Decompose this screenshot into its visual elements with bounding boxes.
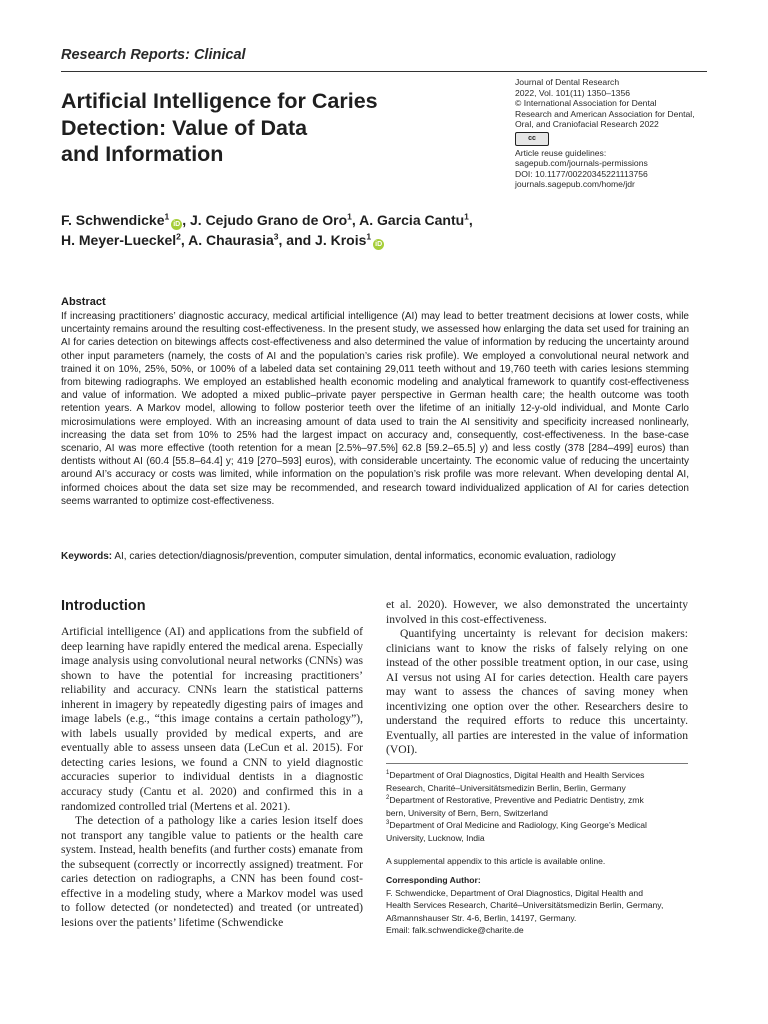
doi[interactable]: DOI: 10.1177/00220345221113756 — [515, 168, 648, 179]
header-rule — [61, 71, 707, 72]
journal-link[interactable]: journals.sagepub.com/home/jdr — [515, 179, 635, 189]
author-affil-sup: 2 — [176, 231, 181, 242]
corresponding-line: Aßmannshauser Str. 4-6, Berlin, 14197, Germany. — [386, 912, 577, 923]
body-paragraph: Quantifying uncertainty is relevant for decision makers: clinicians want to know the risks of falsely relying on one instead of the other possible treatment option, in our case, using AI versus not using AI for caries detection. Health care payers may want to assess the chances of saving money when incentivizing one option over the other. Researchers desire to understand the required efforts to reduce this uncertainty. Eventually, all parties are interested in the value of information (VOI). — [386, 627, 688, 757]
body-paragraph: Artificial intelligence (AI) and applications from the subfield of deep learning have rapidly entered the medical arena. Especially image analysis using convolutional neural networks (CNNs) was shown to have the potential for increasing practitioners’ reliability and accuracy. CNNs learn the statistical patterns inherent in imagery by repeatedly digesting pairs of images and image labels (e.g., “this image contains a certain pathology”), with labels usually provided by medical experts, and are eventually able to assess unseen data (LeCun et al. 2015). For detecting caries lesions, we found a CNN to yield diagnostic accuracies superior to individual dentists in a diagnostic accuracy study (Cantu et al. 2020) and confirmed this in a randomized controlled trial (Mertens et al. 2021). — [61, 625, 363, 813]
author-affil-sup: 1 — [164, 211, 170, 222]
title-line: Detection: Value of Data — [61, 115, 308, 140]
corresponding-heading: Corresponding Author: — [386, 875, 481, 885]
copyright-line: Oral, and Craniofacial Research 2022 — [515, 119, 659, 129]
affiliation — [386, 769, 688, 782]
orcid-icon[interactable]: iD — [375, 241, 383, 248]
body-paragraph: The detection of a pathology like a caries lesion itself does not transport any tangible value to patients or the health care system. Instead, health benefits (and further costs) emanate from the subsequent (correctly or incorrectly assigned) treatment. For caries detection on radiographs, a CNN has been found cost-effective in a modeling study, where a Markov model was used to follow detected (or nondetected) and treated (or untreated) lesions over the patients’ lifetime (Schwendicke — [61, 814, 363, 929]
affiliation-num: 3 — [386, 820, 390, 827]
author-name: , A. Chaurasia — [180, 232, 274, 248]
footnote-rule — [386, 763, 688, 764]
title-line: and Information — [61, 142, 224, 166]
affiliation — [386, 819, 688, 832]
copyright-line: Research and American Association for Dental, — [515, 108, 695, 119]
affiliation-line: Department of Restorative, Preventive and Pediatric Dentistry, zmk — [389, 795, 644, 806]
affiliation-num: 2 — [386, 795, 390, 802]
author-name: H. Meyer-Lueckel — [61, 232, 177, 248]
affiliations — [386, 769, 688, 845]
author-line — [61, 210, 721, 230]
supplement-note: A supplemental appendix to this article is available online. — [386, 856, 606, 866]
affiliation — [386, 794, 688, 807]
abstract-heading: Abstract — [61, 296, 106, 308]
corresponding-email[interactable]: Email: falk.schwendicke@charite.de — [386, 925, 524, 936]
affiliation-line: Department of Oral Medicine and Radiology, King George’s Medical — [389, 820, 647, 831]
affiliation-line: bern, University of Bern, Bern, Switzerland — [386, 807, 548, 818]
author-line — [61, 230, 721, 250]
journal-name: Journal of Dental Research — [515, 77, 620, 87]
author-name: , J. Cejudo Grano de Oro — [182, 212, 348, 228]
cc-license-icon[interactable]: cc — [515, 130, 715, 148]
author-name: F. Schwendicke — [61, 212, 165, 228]
abstract-text: If increasing practitioners’ diagnostic accuracy, medical artificial intelligence (AI) may lead to better treatment decisions at lower costs, while uncertainty remains around the resulting cost-effectiveness. In the present study, we assessed how enlarging the data set used for training an AI for caries detection on bitewings affects cost-effectiveness and also determined the value of information by reducing the uncertainty around other input parameters (namely, the costs of AI and the population’s caries risk profile). We employed a convolutional neural network and trained it on 10%, 25%, 50%, or 100% of a labeled data set containing 29,011 teeth without and 19,760 teeth with caries lesions stemming from bitewing radiographs. We employed an established health economic modeling and analytical framework to quantify cost-effectiveness and value of information. We adopted a mixed public–private payer perspective in German health care; the health outcome was tooth retention years. A Markov model, allowing to follow posterior teeth over the lifetime of an initially 12-y-old individual, and Monte Carlo microsimulations were employed. With an increasing amount of data used to train the AI sensitivity and specificity increased nonlinearly, increasing the data set from 10% to 25% had the largest impact on accuracy and, consequently, cost-effectiveness. In the base-case scenario, AI was more effective (tooth retention for a mean [2.5%–97.5%] 62.8 [59.2–65.5] y) and less costly (378 [284–499] euros) than dentists without AI (60.4 [55.8–64.4] y; 419 [270–593] euros), with considerable uncertainty. The economic value of reducing the uncertainty around AI’s accuracy or costs was limited, while information on the population’s risk profile was more relevant. When developing dental AI, informed choices about the data set size may be recommended, and research toward individualized application of AI for caries detection seems warranted to optimize cost-effectiveness. — [61, 311, 689, 507]
keywords — [61, 550, 711, 563]
section-label: Research Reports: Clinical — [61, 47, 246, 63]
keywords-label: Keywords: — [61, 551, 113, 562]
corresponding-line: Health Services Research, Charité–Universitätsmedizin Berlin, Germany, — [386, 900, 664, 911]
body-paragraph: et al. 2020). However, we also demonstrated the uncertainty involved in this cost-effectiveness. — [386, 598, 688, 626]
journal-info — [515, 77, 715, 190]
reuse-guidelines: Article reuse guidelines: — [515, 147, 607, 158]
author-affil-sup: 1 — [464, 211, 469, 222]
body-column-left — [61, 625, 363, 930]
affiliation-num: 1 — [386, 770, 390, 777]
author-affil-sup: 1 — [347, 211, 352, 222]
article-title — [61, 88, 441, 168]
corresponding-line: F. Schwendicke, Department of Oral Diagnostics, Digital Health and — [386, 887, 643, 898]
title-line: Artificial Intelligence for Caries — [61, 89, 378, 113]
author-list — [61, 210, 721, 250]
copyright-line: © International Association for Dental — [515, 98, 657, 108]
reuse-link[interactable]: sagepub.com/journals-permissions — [515, 158, 648, 168]
body-column-right — [386, 598, 688, 758]
affiliation-line: Research, Charité–Universitätsmedizin Berlin, Berlin, Germany — [386, 782, 626, 793]
keywords-text: AI, caries detection/diagnosis/prevention, computer simulation, dental informatics, economic evaluation, radiology — [112, 551, 616, 562]
orcid-icon[interactable]: iD — [173, 221, 181, 228]
affiliation-line: University, Lucknow, India — [386, 832, 485, 843]
author-name: , and J. Krois — [278, 232, 367, 248]
corresponding-author — [386, 874, 688, 937]
author-affil-sup: 3 — [273, 231, 279, 242]
affiliation-line: Department of Oral Diagnostics, Digital Health and Health Services — [389, 770, 645, 780]
journal-volume: 2022, Vol. 101(11) 1350–1356 — [515, 87, 630, 98]
author-affil-sup: 1 — [366, 231, 372, 242]
introduction-heading: Introduction — [61, 598, 146, 614]
author-separator: , — [468, 212, 473, 228]
author-name: , A. Garcia Cantu — [351, 212, 465, 228]
